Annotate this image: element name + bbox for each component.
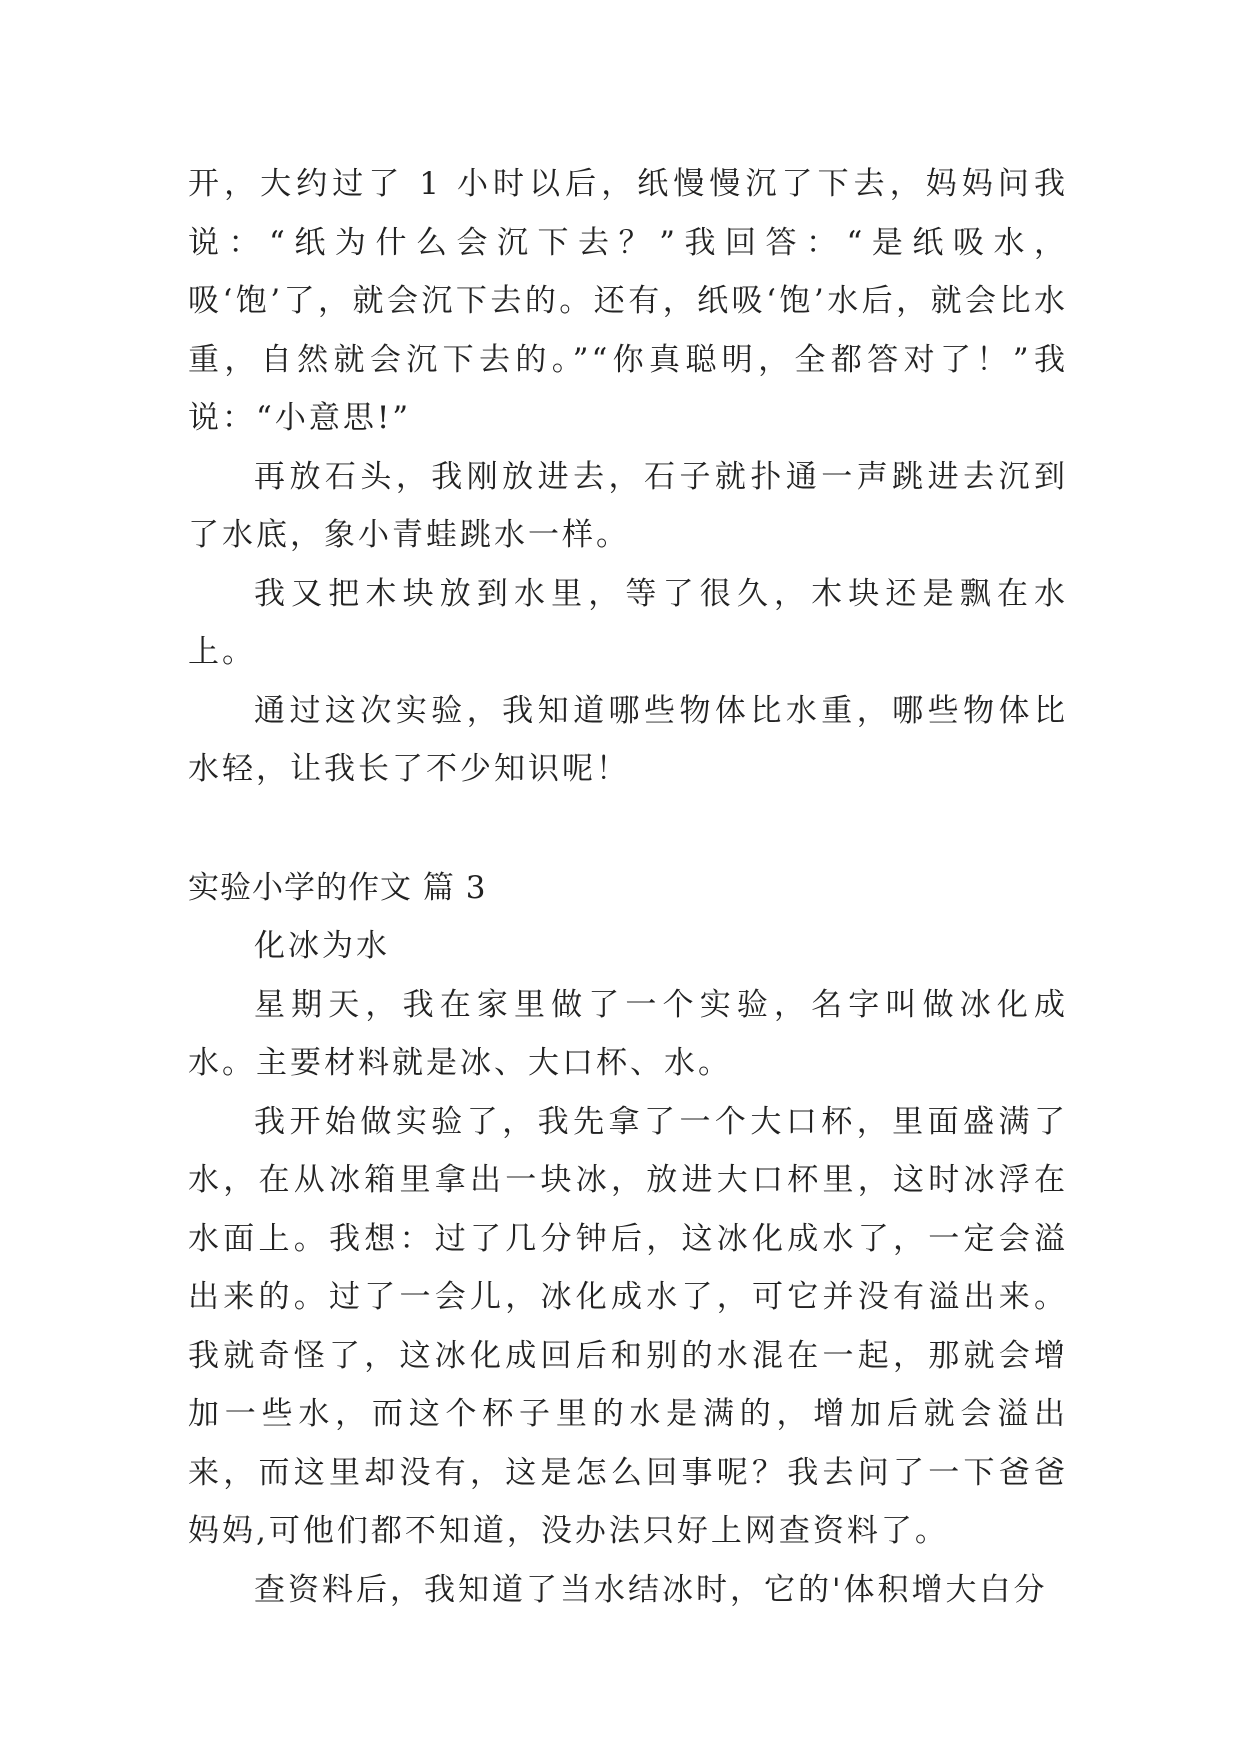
paragraph-continuation: 开，大约过了 1 小时以后，纸慢慢沉了下去，妈妈问我说：“纸为什么会沉下去？”我回答：“是纸吸水，吸‘饱’了，就会沉下去的。还有，纸吸‘饱’水后，就会比水重，自然就会沉下去的。”“你真聪明，全都答对了！”我说：“小意思!” — [188, 166, 1068, 436]
essay-title: 化冰为水 — [254, 928, 390, 964]
paragraph-conclusion: 通过这次实验，我知道哪些物体比水重，哪些物体比水轻，让我长了不少知识呢！ — [188, 692, 1068, 787]
document-body — [188, 155, 1068, 1619]
paragraph-wood-block: 我又把木块放到水里，等了很久，木块还是飘在水上。 — [188, 575, 1068, 670]
paragraph-experiment: 我开始做实验了，我先拿了一个大口杯，里面盛满了水，在从冰箱里拿出一块冰，放进大口杯里，这时冰浮在水面上。我想：过了几分钟后，这冰化成水了，一定会溢出来的。过了一会儿，冰化成水了，可它并没有溢出来。我就奇怪了，这冰化成回后和别的水混在一起，那就会增加一些水，而这个杯子里的水是满的，增加后就会溢出来，而这里却没有，这是怎么回事呢？我去问了一下爸爸妈妈,可他们都不知道，没办法只好上网查资料了。 — [188, 1103, 1068, 1549]
paragraph-stone: 再放石头，我刚放进去，石子就扑通一声跳进去沉到了水底，象小青蛙跳水一样。 — [188, 458, 1068, 553]
paragraph-research: 查资料后，我知道了当水结冰时，它的'体积增大白分 — [254, 1571, 1048, 1608]
section-heading: 实验小学的作文 篇 3 — [188, 869, 487, 906]
paragraph-intro: 星期天，我在家里做了一个实验，名字叫做冰化成水。主要材料就是冰、大口杯、水。 — [188, 986, 1068, 1081]
